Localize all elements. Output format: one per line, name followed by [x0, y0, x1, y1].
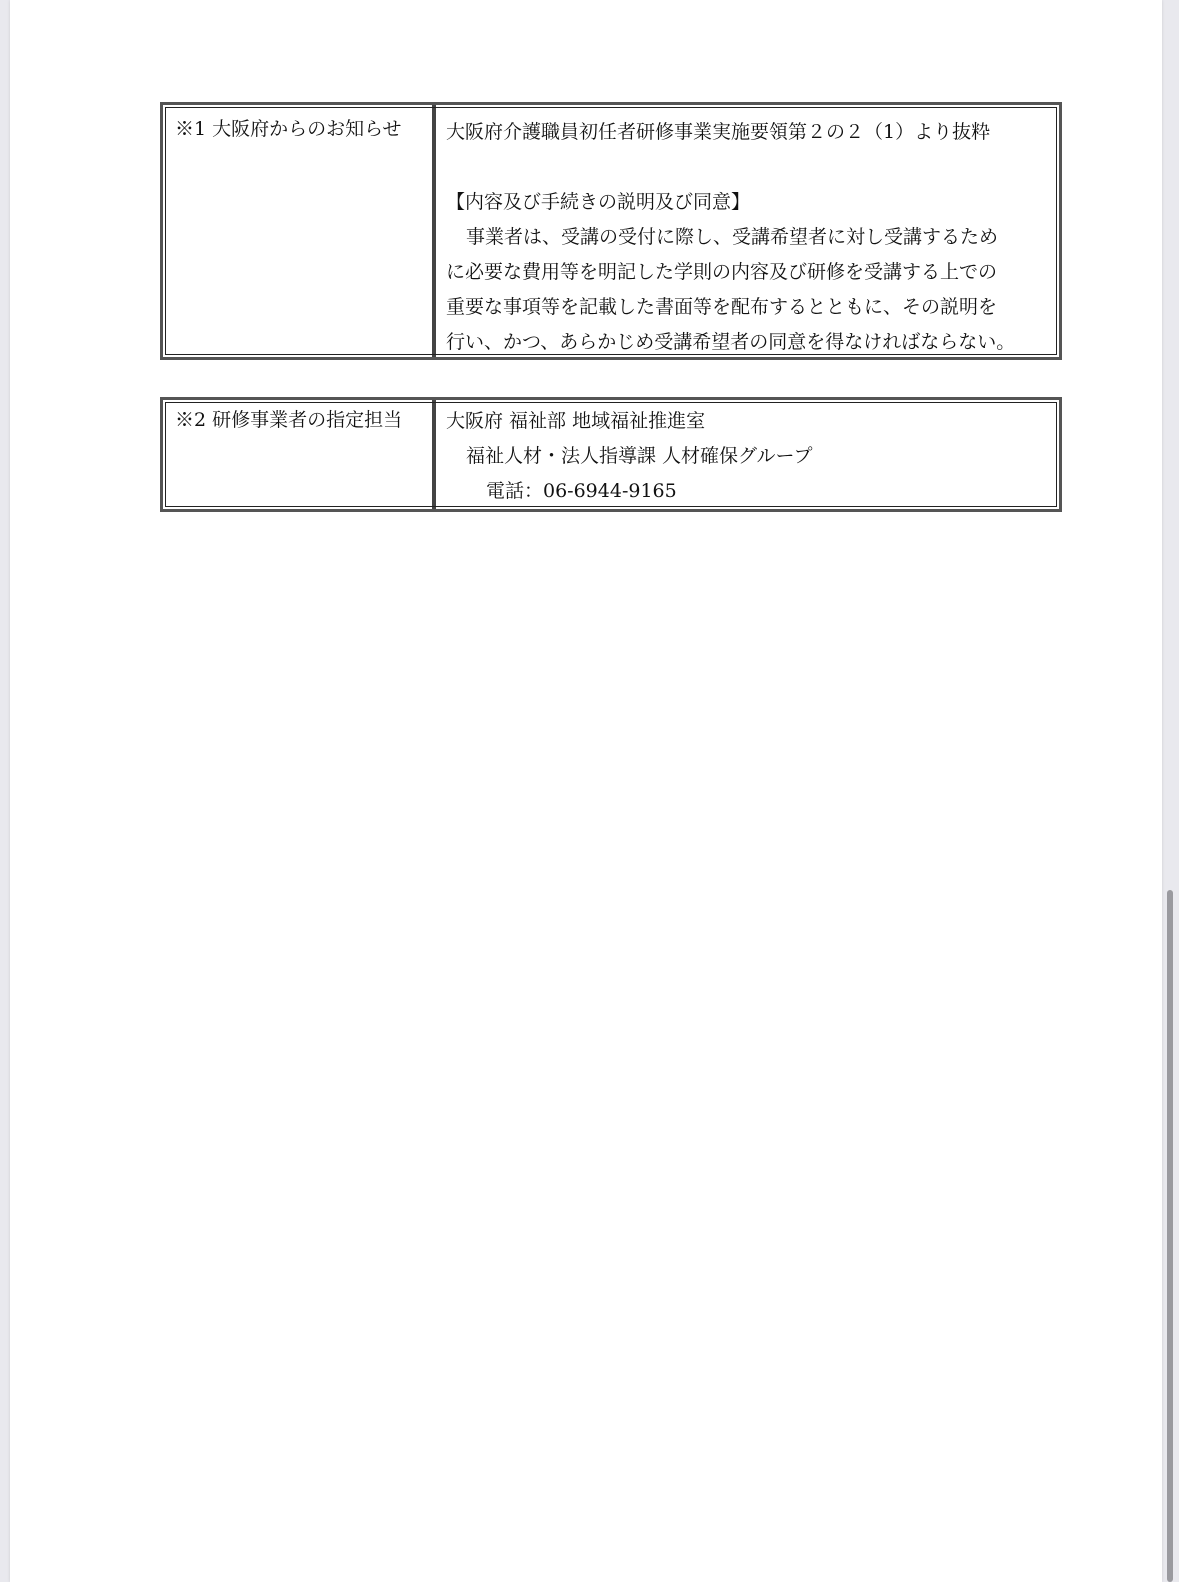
notice-title: 大阪府介護職員初任者研修事業実施要領第２の２（1）より抜粋 — [446, 121, 991, 143]
document-page — [10, 0, 1162, 1582]
contact-office: 大阪府 福祉部 地域福祉推進室 — [446, 410, 706, 432]
contact-division: 福祉人材・法人指導課 人材確保グループ — [466, 445, 813, 467]
notice-line: 重要な事項等を記載した書面等を配布するとともに、その説明を — [446, 296, 998, 318]
notice-label: ※1 大阪府からのお知らせ — [163, 105, 436, 357]
notice-heading: 【内容及び手続きの説明及び同意】 — [446, 191, 751, 213]
notice-content — [436, 105, 1059, 357]
contact-label: ※2 研修事業者の指定担当 — [163, 400, 436, 509]
notice-box — [160, 102, 1062, 360]
vertical-scrollbar[interactable] — [1167, 890, 1173, 1582]
contact-phone: 電話：06-6944-9165 — [486, 480, 677, 502]
contact-box — [160, 397, 1062, 512]
blank-line — [446, 150, 1051, 185]
notice-line: に必要な費用等を明記した学則の内容及び研修を受講する上での — [446, 261, 998, 283]
contact-content — [436, 400, 1059, 509]
notice-line: 事業者は、受講の受付に際し、受講希望者に対し受講するため — [466, 226, 999, 248]
notice-line: 行い、かつ、あらかじめ受講希望者の同意を得なければならない。 — [446, 331, 1016, 353]
